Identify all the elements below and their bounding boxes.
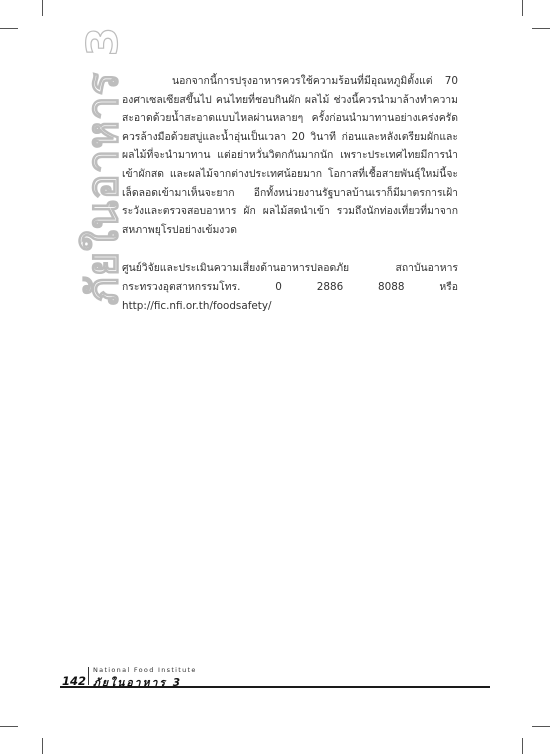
page-number: 142 [62, 674, 87, 688]
footer-institute-name: National Food Institute [93, 666, 197, 674]
crop-mark-top-right [522, 0, 523, 16]
side-title: ภัยในอาหาร 3 [78, 26, 127, 305]
crop-mark-bottom-left [42, 738, 43, 754]
source-credit: ศูนย์วิจัยและประเมินความเสี่ยงด้านอาหารปลอดภัย สถาบันอาหาร กระทรวงอุตสาหกรรมโทร. 0 2886 8088 หรือ http://fic.nfi.or.th/foodsafety/ [122, 262, 458, 312]
crop-mark-bottom-right-h [532, 726, 550, 727]
footer-book-title: ภัยในอาหาร 3 [93, 677, 182, 689]
crop-mark-top-left [42, 0, 43, 16]
crop-mark-bottom-left-h [0, 726, 18, 727]
body-paragraph: นอกจากนี้การปรุงอาหารควรใช้ความร้อนที่มีอุณหภูมิตั้งแต่ 70 องศาเซลเซียสขึ้นไป คนไทยที่ชอบกินผัก ผลไม้ ช่วงนี้ควรนำมาล้างทำความสะอาดด้วยน้ำสะอาดแบบไหลผ่านหลายๆ ครั้งก่อนนำมาทานอย่างเคร่งครัด ควรล้างมือด้วยสบู่และน้ำอุ่นเป็นเวลา 20 วินาที ก่อนและหลังเตรียมผักและผลไม้ที่จะนำมาทาน แต่อย่าหวั่นวิตกกันมากนัก เพราะประเทศไทยมีการนำเข้าผักสด และผลไม้จากต่างประเทศน้อยมาก โอกาสที่เชื้อสายพันธุ์ใหม่นี้จะเล็ดลอดเข้ามาเห็นจะยาก อีกทั้งหน่วยงานรัฐบาลบ้านเราก็มีมาตรการเฝ้าระวังและตรวจสอบอาหาร ผัก ผลไม้สดนำเข้า รวมถึงนักท่องเที่ยวที่มาจากสหภาพยุโรปอย่างเข้มงวด [122, 75, 458, 236]
footer-separator [88, 667, 89, 685]
crop-mark-top-left-h [0, 28, 18, 29]
crop-mark-bottom-right [522, 738, 523, 754]
article-body [122, 72, 458, 315]
crop-mark-top-right-h [532, 28, 550, 29]
